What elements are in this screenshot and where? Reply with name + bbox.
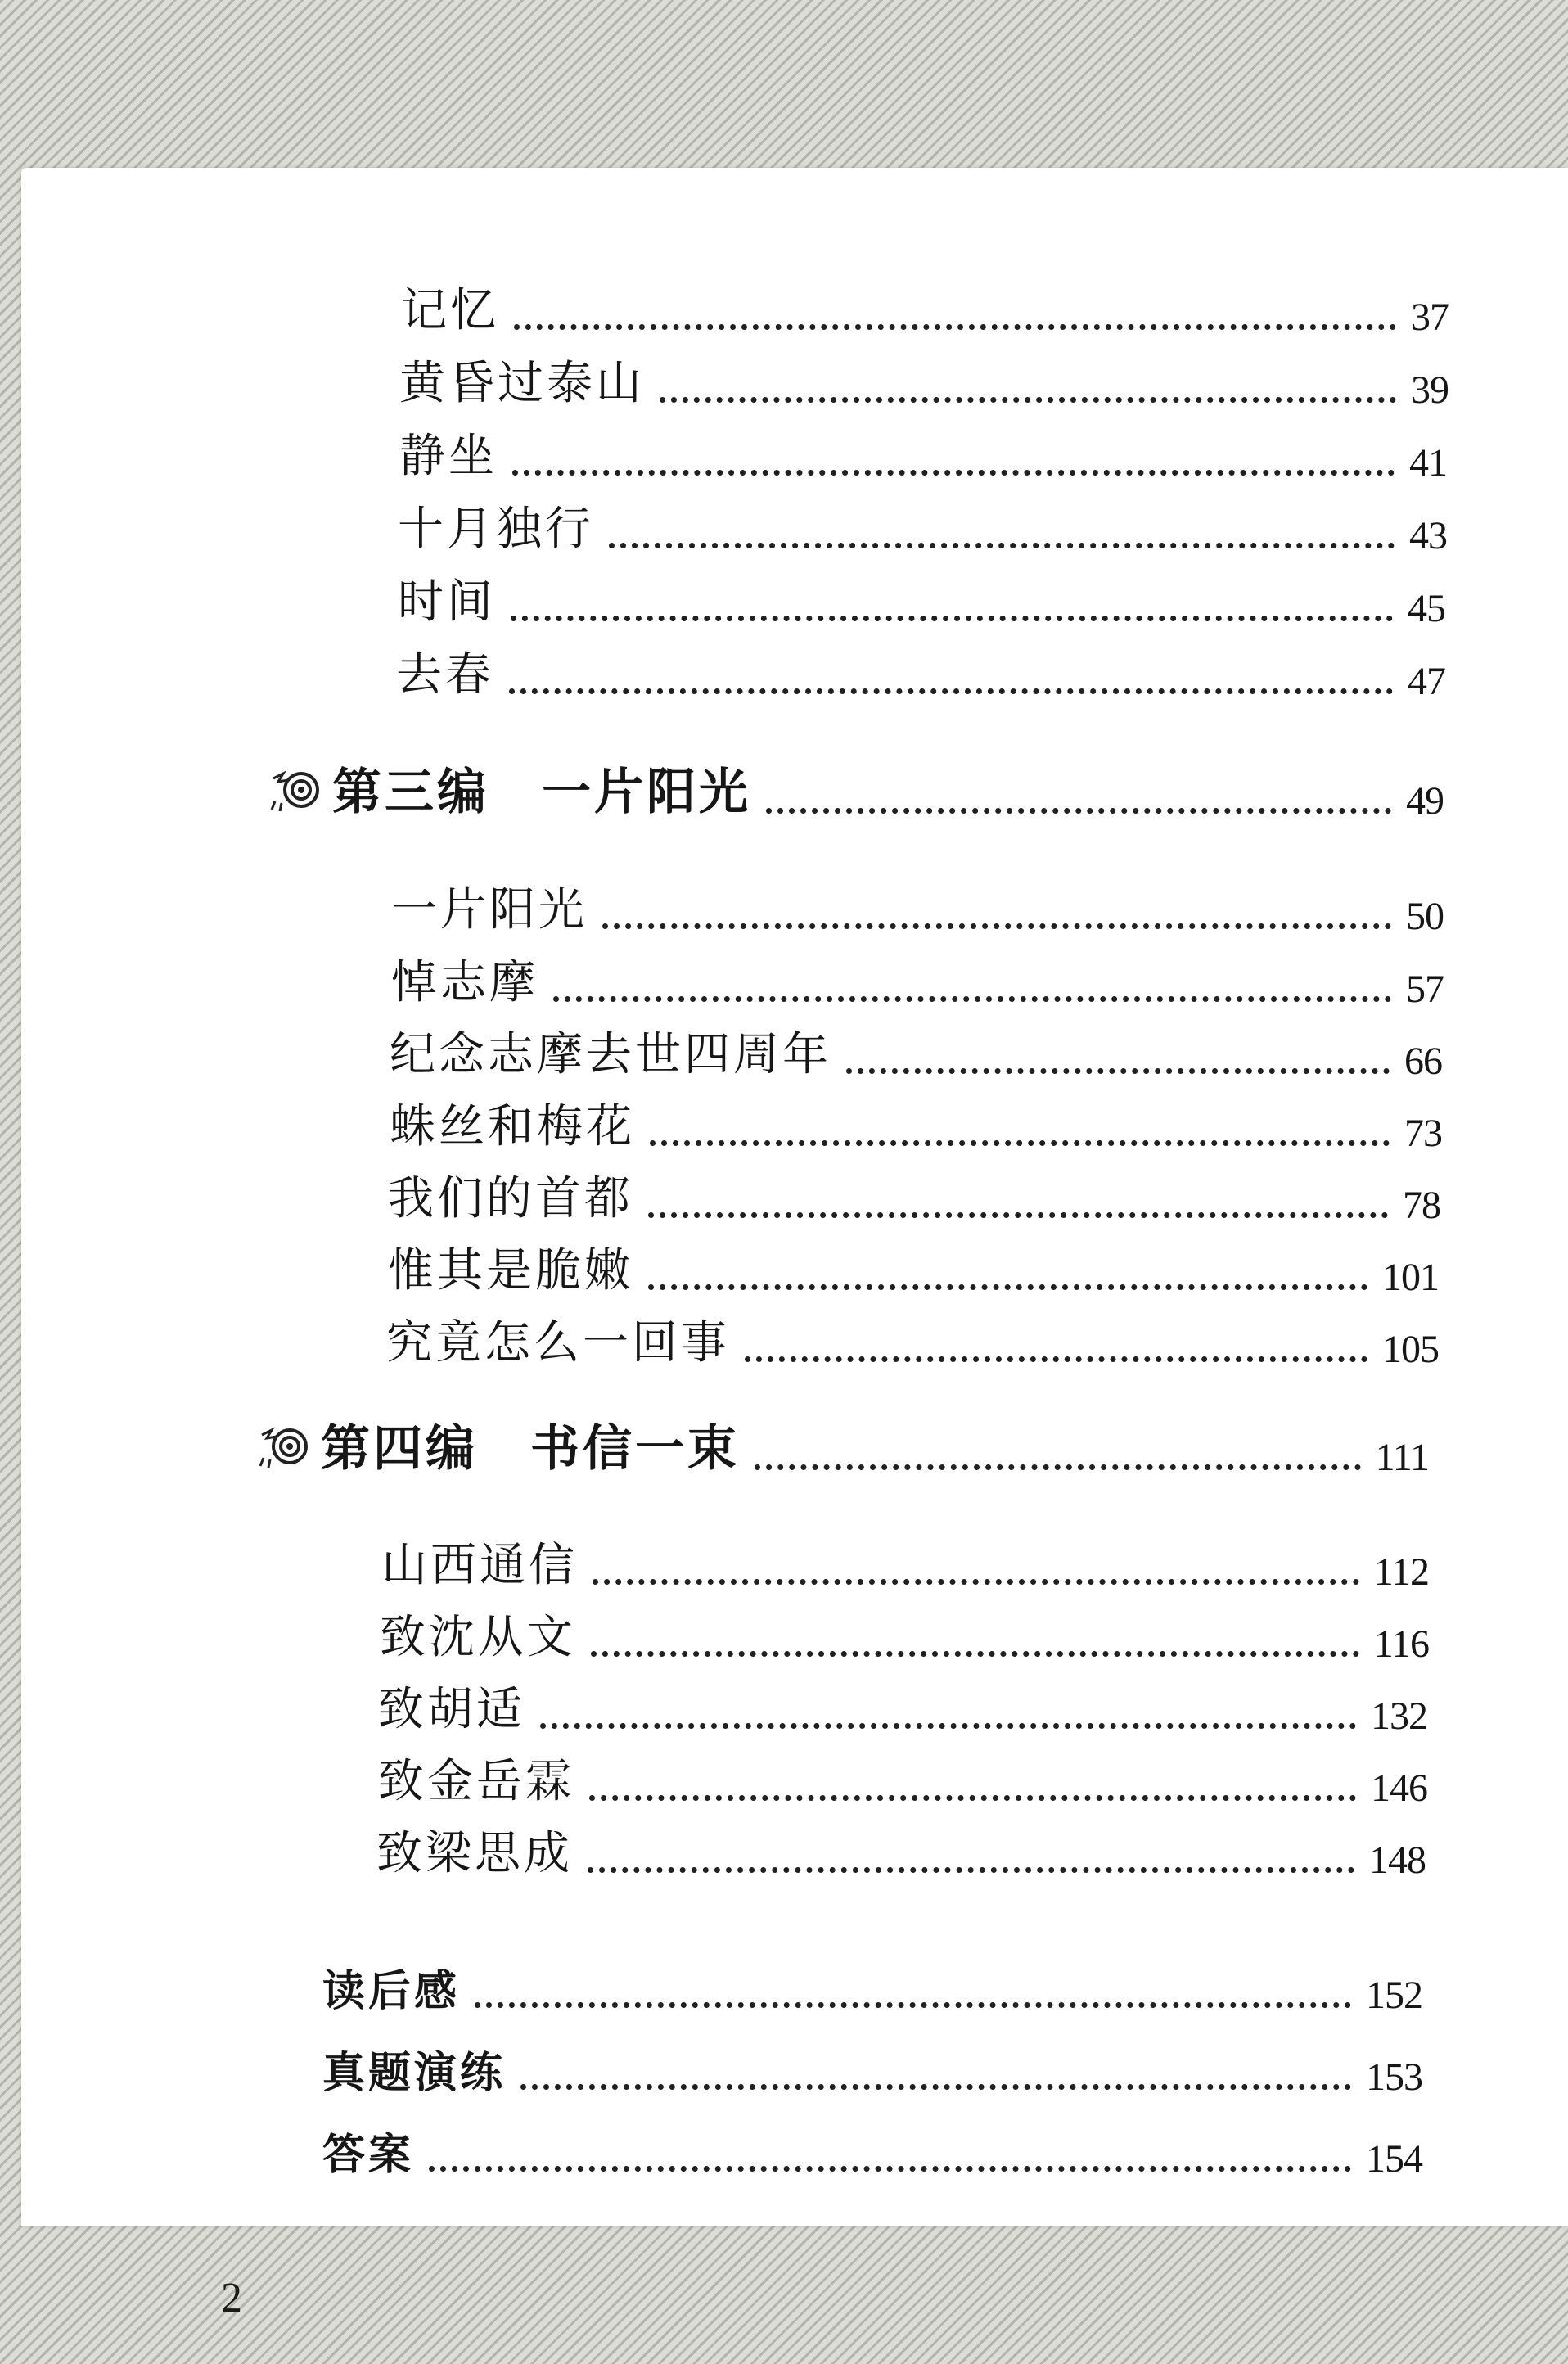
toc-entry[interactable] (390, 1018, 1442, 1084)
toc-entry-title: 蛛丝和梅花 (390, 1100, 635, 1153)
toc-entry-page: 39 (1411, 368, 1449, 412)
toc-entry[interactable] (381, 1529, 1429, 1595)
dot-leader (591, 1651, 1359, 1657)
toc-entry-title: 去春 (396, 648, 494, 702)
toc-entry-title: 我们的首都 (388, 1172, 633, 1225)
toc-back-matter-entry[interactable] (322, 2120, 1422, 2181)
toc-section-heading[interactable] (270, 753, 1444, 823)
toc-entry[interactable] (399, 420, 1447, 485)
dot-leader (766, 808, 1391, 814)
toc-entry-page: 101 (1382, 1256, 1439, 1299)
toc-entry[interactable] (378, 1673, 1427, 1739)
toc-entry-page: 66 (1404, 1040, 1442, 1083)
toc-entry-page: 47 (1408, 660, 1445, 703)
page-number: 2 (221, 2275, 242, 2321)
toc-entry-page: 152 (1366, 1974, 1422, 2017)
toc-entry-page: 154 (1366, 2137, 1422, 2181)
toc-entry[interactable] (390, 1090, 1442, 1156)
section-page: 111 (1375, 1436, 1429, 1479)
dot-leader (846, 1068, 1390, 1074)
dot-leader (593, 1579, 1359, 1585)
toc-back-matter-entry[interactable] (322, 2038, 1422, 2100)
toc-entry-title: 黄昏过泰山 (399, 357, 645, 410)
toc-entry-page: 57 (1406, 968, 1444, 1011)
toc-entry-page: 132 (1371, 1694, 1427, 1738)
toc-entry[interactable] (391, 873, 1444, 939)
dot-leader (540, 1723, 1356, 1729)
dot-leader (648, 1212, 1388, 1218)
toc-entry-title: 静坐 (399, 430, 498, 483)
dot-leader (511, 616, 1393, 621)
toc-entry-page: 78 (1403, 1184, 1440, 1227)
toc-entry[interactable] (398, 493, 1447, 558)
toc-entry-title: 致胡适 (378, 1683, 525, 1736)
dot-leader (755, 1464, 1361, 1470)
section-title: 第三编 一片阳光 (332, 764, 751, 821)
toc-entry-page: 41 (1409, 441, 1447, 485)
toc-entry-title: 致沈从文 (380, 1611, 576, 1664)
dot-leader (609, 543, 1395, 548)
toc-entry-title: 致金岳霖 (378, 1755, 574, 1808)
toc-entry[interactable] (399, 347, 1449, 413)
toc-entry-title: 记忆 (401, 284, 499, 337)
dot-leader (512, 470, 1395, 476)
toc-entry-page: 43 (1409, 514, 1447, 557)
toc-entry[interactable] (388, 1234, 1439, 1300)
dot-leader (429, 2166, 1351, 2172)
toc-entry-title: 真题演练 (322, 2048, 507, 2098)
snail-ornament-icon (259, 1419, 316, 1471)
toc-entry-title: 究竟怎么一回事 (386, 1316, 730, 1369)
toc-entry-page: 153 (1366, 2055, 1422, 2099)
dot-leader (602, 923, 1391, 929)
dot-leader (475, 2002, 1351, 2008)
toc-section-heading[interactable] (259, 1410, 1429, 1480)
toc-entry[interactable] (380, 1601, 1429, 1667)
toc-entry[interactable] (398, 566, 1445, 631)
toc-entry-title: 答案 (322, 2130, 415, 2180)
dot-leader (650, 1140, 1390, 1146)
toc-entry-page: 148 (1369, 1838, 1426, 1882)
toc-entry-page: 112 (1373, 1550, 1429, 1594)
toc-entry-page: 45 (1408, 587, 1445, 630)
dot-leader (588, 1867, 1354, 1873)
toc-entry[interactable] (378, 1745, 1427, 1811)
toc-entry[interactable] (386, 1306, 1439, 1372)
toc-entry-page: 116 (1373, 1622, 1429, 1666)
section-page: 49 (1406, 779, 1444, 823)
toc-entry[interactable] (391, 946, 1444, 1012)
toc-entry-page: 146 (1371, 1766, 1427, 1810)
toc-entry-page: 105 (1382, 1328, 1439, 1371)
toc-entry-title: 一片阳光 (391, 883, 588, 936)
toc-entry-page: 73 (1404, 1112, 1442, 1155)
toc-back-matter-entry[interactable] (322, 1956, 1422, 2018)
toc-entry-title: 时间 (398, 575, 496, 629)
toc-entry-page: 50 (1406, 895, 1444, 938)
dot-leader (509, 688, 1393, 694)
dot-leader (520, 2084, 1351, 2090)
toc-entry[interactable] (388, 1162, 1440, 1228)
toc-entry-title: 惟其是脆嫩 (388, 1244, 633, 1297)
section-title: 第四编 书信一束 (321, 1420, 740, 1478)
dot-leader (648, 1284, 1367, 1290)
toc-entry-title: 读后感 (322, 1966, 461, 2016)
dot-leader (553, 996, 1391, 1002)
toc-entry-title: 致梁思成 (376, 1827, 573, 1880)
toc-entry-page: 37 (1411, 296, 1449, 339)
toc-entry[interactable] (401, 274, 1449, 340)
dot-leader (745, 1356, 1367, 1362)
toc-entry-title: 悼志摩 (391, 956, 538, 1009)
toc-entry-title: 十月独行 (398, 503, 594, 556)
toc-entry-title: 纪念志摩去世四周年 (390, 1028, 831, 1081)
toc-entry-title: 山西通信 (381, 1539, 578, 1592)
dot-leader (660, 397, 1396, 403)
toc-entry[interactable] (376, 1817, 1426, 1883)
snail-ornament-icon (270, 762, 327, 814)
toc-entry[interactable] (396, 638, 1445, 704)
dot-leader (514, 324, 1396, 330)
dot-leader (589, 1795, 1356, 1801)
